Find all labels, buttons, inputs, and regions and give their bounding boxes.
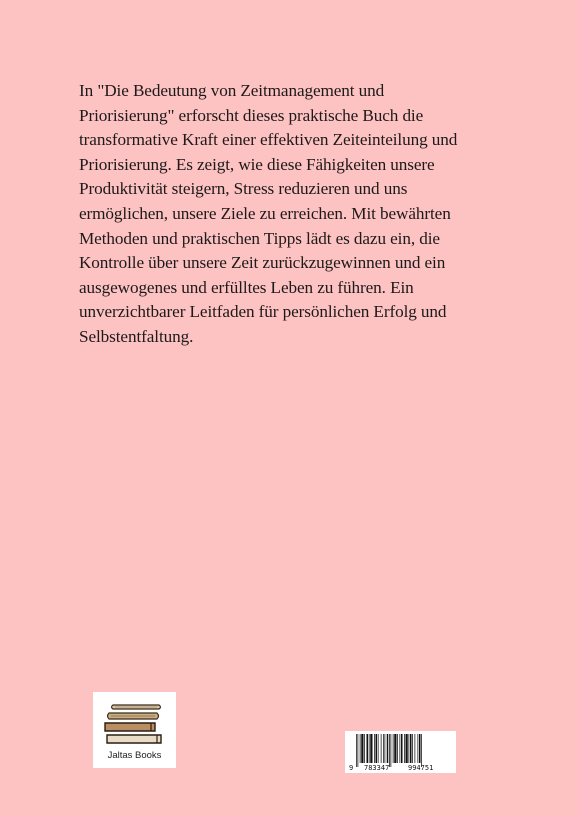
barcode-bar [364, 734, 365, 763]
barcode-bar [400, 734, 401, 763]
barcode-bar [421, 734, 422, 767]
barcode-bar [404, 734, 405, 763]
barcode-bar [370, 734, 372, 763]
barcode-bar [418, 734, 419, 763]
barcode-digits-right: 994751 [408, 764, 434, 772]
blurb-line: ausgewogenes und erfülltes Leben zu führen. Ein [79, 277, 414, 297]
barcode-bar [406, 734, 408, 763]
blurb-line: transformative Kraft einer effektiven Zeiteinteilung und [79, 130, 458, 150]
barcode-bar [378, 734, 379, 763]
barcode-bar [369, 734, 370, 763]
isbn-barcode [345, 731, 456, 773]
barcode-bar [397, 734, 398, 763]
barcode-bar [409, 734, 410, 763]
barcode-bar [360, 734, 361, 763]
barcode-bar [367, 734, 369, 763]
barcode-digit-first: 9 [349, 764, 354, 772]
barcode-bar [391, 734, 392, 767]
barcode-bar [361, 734, 363, 763]
barcode-digits-left: 783347 [364, 764, 390, 772]
blurb-line: ermöglichen, unsere Ziele zu erreichen. Mit bewährten [79, 203, 451, 223]
barcode-bar [412, 734, 413, 763]
blurb-line: Selbstentfaltung. [79, 326, 194, 346]
barcode-bar [387, 734, 389, 763]
barcode-bar [356, 734, 357, 767]
publisher-logo [93, 692, 176, 768]
blurb-line: Kontrolle über unsere Zeit zurückzugewinnen und ein [79, 253, 446, 273]
back-cover-blurb [79, 79, 509, 350]
barcode-bar [410, 734, 412, 763]
blurb-line: Methoden und praktischen Tipps lädt es dazu ein, die [79, 228, 440, 248]
barcode-bar [358, 734, 359, 767]
barcode-bar [393, 734, 394, 763]
blurb-line: Priorisierung" erforscht dieses praktische Buch die [79, 105, 424, 125]
blurb-line: In "Die Bedeutung von Zeitmanagement und [79, 81, 385, 100]
publisher-name: Jaltas Books [107, 750, 162, 761]
barcode-bar [383, 734, 384, 763]
barcode-bar [389, 734, 390, 767]
barcode-bar [376, 734, 378, 763]
barcode-bar [419, 734, 421, 763]
barcode-bar [394, 734, 396, 763]
blurb-line: unverzichtbarer Leitfaden für persönlichen Erfolg und [79, 302, 447, 322]
barcode-bar [385, 734, 386, 763]
barcode-bar [374, 734, 375, 763]
blurb-line: Priorisierung. Es zeigt, wie diese Fähigkeiten unsere [79, 154, 435, 174]
barcode-bar [381, 734, 382, 763]
barcode-bar [415, 734, 416, 763]
barcode-bar [401, 734, 403, 763]
book-stack-icon [101, 699, 168, 747]
blurb-line: Produktivität steigern, Stress reduzieren und uns [79, 179, 408, 199]
